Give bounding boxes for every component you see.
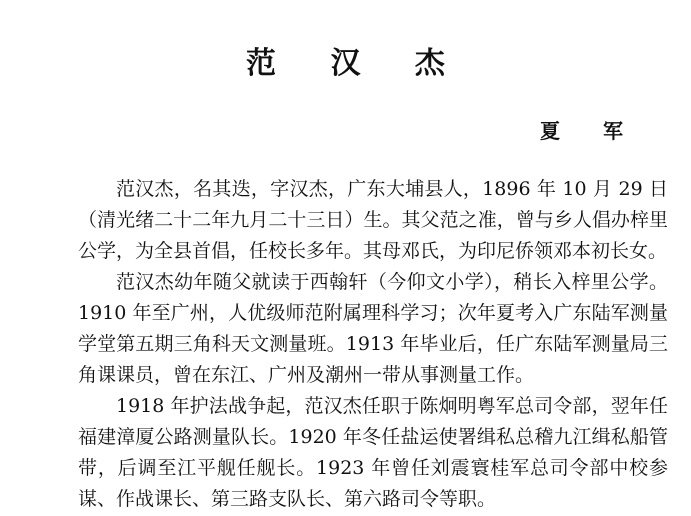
- paragraph-2: 范汉杰幼年随父就读于西翰轩（今仰文小学），稍长入梓里公学。1910 年至广州，人优级师范附属理科学习；次年夏考入广东陆军测量学堂第五期三角科天文测量班。1913 年毕业后，任广东陆军测量局三角课课员，曾在东江、广州及潮州一带从事测量工作。: [78, 271, 668, 386]
- paragraph-3: 1918 年护法战争起，范汉杰任职于陈炯明粤军总司令部，翌年任福建漳厦公路测量队长。1920 年冬任盐运使署缉私总稽九江缉私船管带，后调至江平舰任舰长。1923 年曾任刘震寰桂军总司令部中校参谋、作战课长、第三路支队长、第六路司令等职。: [78, 395, 668, 510]
- paragraph-1: 范汉杰，名其迭，字汉杰，广东大埔县人，1896 年 10 月 29 日（清光绪二十二年九月二十三日）生。其父范之准，曾与乡人倡办梓里公学，为全县首倡，任校长多年。其母邓氏，为印尼侨领邓本初长女。: [78, 178, 668, 262]
- author-name: 夏 军: [540, 119, 641, 143]
- article-body: [78, 174, 668, 515]
- article-title: 范 汉 杰: [246, 46, 467, 81]
